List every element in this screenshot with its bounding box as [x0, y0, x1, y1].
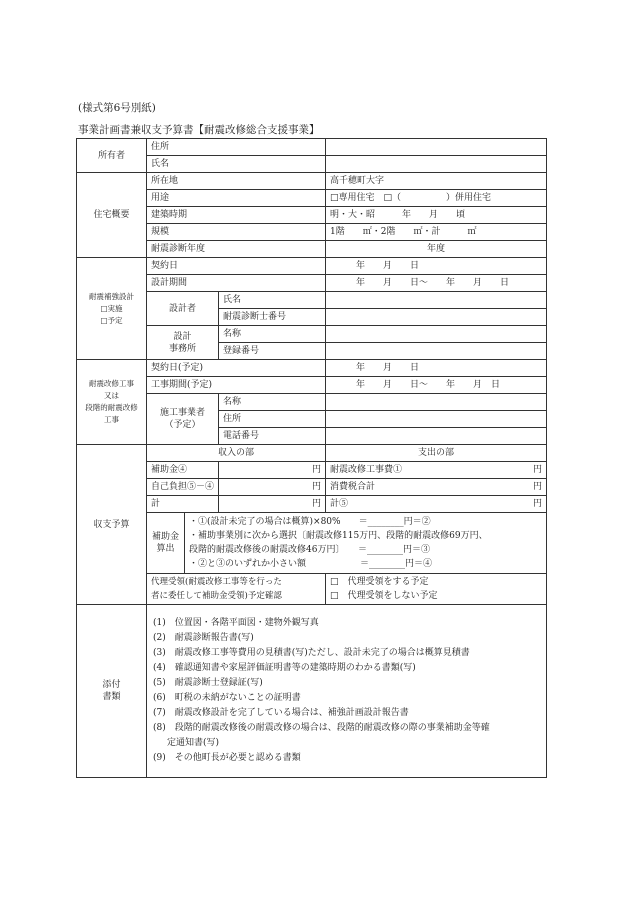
house-use-row [77, 190, 547, 207]
contractor-label-line: （予定） [164, 420, 201, 430]
budget-heading-row [77, 445, 547, 462]
design-contract-label: 契約日 [147, 258, 326, 275]
attachment-item: (7) 耐震改修設計を完了している場合は、補強計画設計報告書 [153, 708, 409, 718]
designer-name-row [77, 292, 547, 309]
attachments-list [147, 605, 547, 778]
house-scale-field[interactable]: 1階 ㎡・2階 ㎡・計 ㎡ [326, 224, 547, 241]
attachment-item-continuation: 定通知書(写) [167, 738, 220, 748]
calc-heading-line: 補助金 [151, 532, 179, 542]
design-contract-field[interactable]: 年 月 日 [326, 258, 547, 275]
design-period-label: 設計期間 [147, 275, 326, 292]
house-location-field[interactable]: 高千穂町大字 [326, 173, 547, 190]
work-heading-line: 又は [104, 391, 119, 400]
attachment-item: (3) 耐震改修工事等費用の見積書(写)ただし、設計未完了の場合は概算見積書 [153, 648, 470, 658]
house-scale-row [77, 224, 547, 241]
design-heading-line: 耐震補強設計 [89, 291, 134, 301]
subsidy-calc-row [77, 513, 547, 574]
owner-name-row [77, 156, 547, 173]
contractor-address-field[interactable] [326, 411, 547, 428]
form-label: (様式第6号別紙) [78, 102, 156, 114]
house-use-label: 用途 [147, 190, 326, 207]
total-label: 計 [147, 496, 219, 513]
proxy-options [326, 574, 547, 605]
work-contract-label: 契約日(予定) [147, 360, 326, 377]
contractor-address-label: 住所 [219, 411, 326, 428]
self-pay-label: 自己負担⑤－④ [147, 479, 219, 496]
self-pay-field[interactable]: 円 [219, 479, 326, 496]
attachment-item: (8) 段階的耐震改修後の耐震改修の場合は、段階的耐震改修の際の事業補助金等確 [153, 723, 490, 733]
attachments-heading-line: 添付 [102, 680, 121, 690]
tax-label: 消費税合計 [330, 482, 376, 492]
contractor-phone-field[interactable] [326, 428, 547, 445]
budget-row-1 [77, 462, 547, 479]
house-use-field[interactable]: □専用住宅 □（ ）併用住宅 [326, 190, 547, 207]
work-heading [77, 360, 147, 445]
design-implemented-checkbox[interactable]: □実施 [100, 303, 123, 313]
work-period-field[interactable]: 年 月 日～ 年 月 日 [326, 377, 547, 394]
house-built-row [77, 207, 547, 224]
proxy-no-checkbox[interactable]: □ 代理受領をしない予定 [330, 591, 438, 601]
form-title: 事業計画書兼収支予算書【耐震改修総合支援事業】 [78, 124, 320, 136]
attachment-item: (9) その他町長が必要と認める書類 [153, 753, 301, 763]
cost-label: 耐震改修工事費① [330, 465, 403, 475]
design-heading [77, 258, 147, 360]
attachments-row [77, 605, 547, 778]
house-heading: 住宅概要 [77, 173, 147, 258]
office-label-line: 設計 [173, 331, 192, 342]
office-name-label: 名称 [219, 326, 326, 343]
house-location-row [77, 173, 547, 190]
budget-row-3 [77, 496, 547, 513]
calc-line: ・①(設計未完了の場合は概算)×80% ＝________円＝② [189, 517, 431, 527]
owner-heading: 所有者 [77, 139, 147, 173]
contractor-label-line: 施工事業者 [159, 408, 205, 418]
proxy-label-line: 代理受領(耐震改修工事等を行った [151, 577, 282, 587]
contractor-name-field[interactable] [326, 394, 547, 411]
calc-line: ・補助事業別に次から選択〔耐震改修115万円、段階的耐震改修69万円、 [189, 531, 488, 541]
work-period-label: 工事期間(予定) [147, 377, 326, 394]
subsidy-label: 補助金④ [147, 462, 219, 479]
work-contract-field[interactable]: 年 月 日 [326, 360, 547, 377]
subsidy-field[interactable]: 円 [219, 462, 326, 479]
owner-name-field[interactable] [326, 156, 547, 173]
office-name-field[interactable] [326, 326, 547, 343]
plan-budget-table [76, 138, 547, 778]
calc-heading [147, 513, 185, 574]
owner-name-label: 氏名 [147, 156, 326, 173]
house-built-label: 建築時期 [147, 207, 326, 224]
attachment-item: (6) 町税の未納がないことの証明書 [153, 693, 301, 703]
calc-line: 段階的耐震改修後の耐震改修46万円〕 ＝________円＝③ [189, 545, 430, 555]
proxy-label-line: 者に委任して補助金受領)予定確認 [151, 591, 282, 601]
house-built-field[interactable]: 明・大・昭 年 月 頃 [326, 207, 547, 224]
total5-label: 計⑤ [330, 499, 349, 509]
design-period-row [77, 275, 547, 292]
designer-name-field[interactable] [326, 292, 547, 309]
owner-address-row [77, 139, 547, 156]
design-contract-row [77, 258, 547, 275]
office-label-line: 事務所 [168, 343, 196, 354]
proxy-label [147, 574, 326, 605]
house-scale-label: 規模 [147, 224, 326, 241]
calc-body [185, 513, 547, 574]
calc-heading-line: 算出 [156, 544, 175, 554]
office-label [147, 326, 219, 360]
attachment-item: (4) 確認通知書や家屋評価証明書等の建築時期のわかる書類(写) [153, 663, 416, 673]
design-planned-checkbox[interactable]: □予定 [100, 315, 123, 325]
attachment-item: (1) 位置図・各階平面図・建物外観写真 [153, 618, 319, 628]
attachments-heading-line: 書類 [102, 692, 121, 702]
house-diag-year-field[interactable]: 年度 [326, 241, 547, 258]
tax-field[interactable] [326, 479, 547, 496]
attachment-item: (2) 耐震診断報告書(写) [153, 633, 254, 643]
owner-address-field[interactable] [326, 139, 547, 156]
designer-reg-label: 耐震診断士番号 [219, 309, 326, 326]
design-period-field[interactable]: 年 月 日～ 年 月 日 [326, 275, 547, 292]
work-heading-line: 工事 [104, 415, 119, 424]
contractor-name-row [77, 394, 547, 411]
office-name-row [77, 326, 547, 343]
cost-yen: 円 [533, 465, 543, 475]
income-heading: 収入の部 [147, 445, 326, 462]
total5-yen: 円 [533, 499, 543, 509]
attachment-item: (5) 耐震診断士登録証(写) [153, 678, 263, 688]
contractor-phone-label: 電話番号 [219, 428, 326, 445]
calc-line: ・②と③のいずれか小さい額 ＝________円＝④ [189, 559, 433, 569]
office-reg-field[interactable] [326, 343, 547, 360]
cost-field[interactable] [326, 462, 547, 479]
designer-name-label: 氏名 [219, 292, 326, 309]
work-period-row [77, 377, 547, 394]
owner-address-label: 住所 [147, 139, 326, 156]
budget-row-2 [77, 479, 547, 496]
attachments-heading [77, 605, 147, 778]
work-contract-row [77, 360, 547, 377]
house-location-label: 所在地 [147, 173, 326, 190]
house-diag-year-label: 耐震診断年度 [147, 241, 326, 258]
contractor-name-label: 名称 [219, 394, 326, 411]
work-heading-line: 耐震改修工事 [89, 379, 134, 388]
office-reg-label: 登録番号 [219, 343, 326, 360]
proxy-row [77, 574, 547, 605]
expense-heading: 支出の部 [326, 445, 547, 462]
work-heading-line: 段階的耐震改修 [85, 403, 138, 412]
tax-yen: 円 [533, 482, 543, 492]
contractor-label [147, 394, 219, 445]
proxy-yes-checkbox[interactable]: □ 代理受領をする予定 [330, 577, 429, 587]
designer-reg-field[interactable] [326, 309, 547, 326]
total5-field[interactable] [326, 496, 547, 513]
house-diag-year-row [77, 241, 547, 258]
budget-heading: 収支予算 [77, 445, 147, 605]
total-field[interactable]: 円 [219, 496, 326, 513]
designer-label: 設計者 [147, 292, 219, 326]
